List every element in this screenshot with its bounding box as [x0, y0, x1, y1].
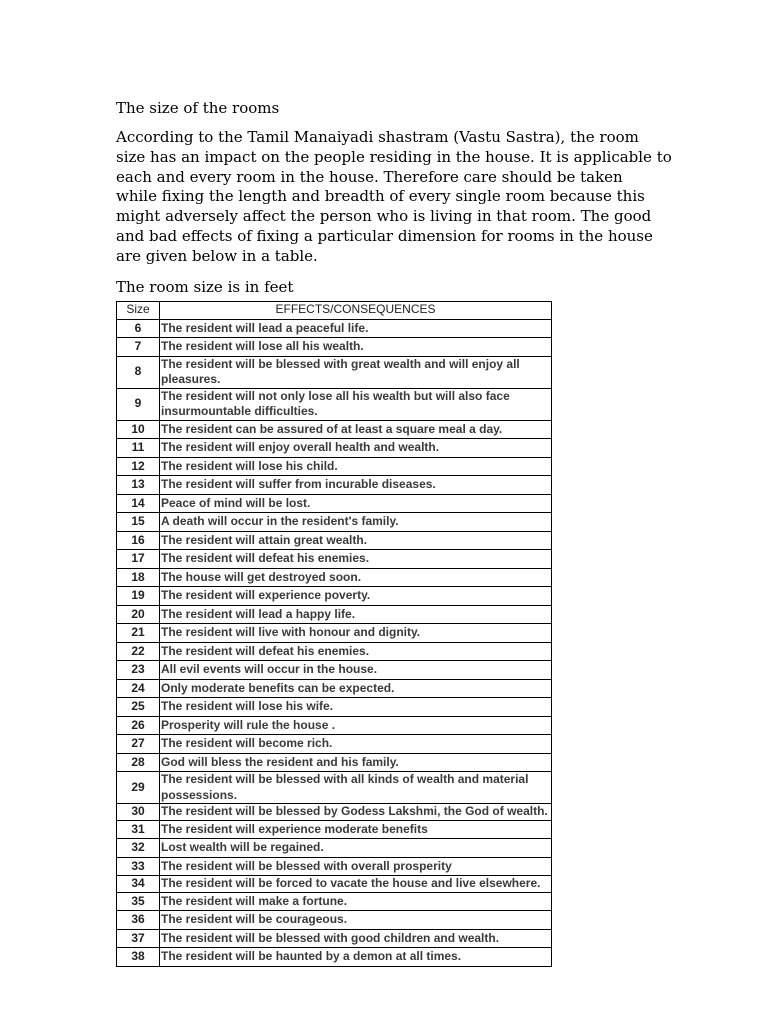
table-row: [117, 820, 552, 839]
table-row: [117, 338, 552, 357]
effect-cell: The resident will suffer from incurable diseases.: [160, 476, 552, 495]
table-row: [117, 624, 552, 643]
intro-line: each and every room in the house. Therefore care should be taken: [116, 167, 623, 186]
effect-cell: The resident will attain great wealth.: [160, 531, 552, 550]
effect-cell: Peace of mind will be lost.: [160, 494, 552, 513]
table-row: [117, 642, 552, 661]
effect-cell: The resident can be assured of at least a square meal a day.: [160, 420, 552, 439]
table-row: [117, 661, 552, 680]
effect-cell: The resident will defeat his enemies.: [160, 550, 552, 569]
effect-cell: Only moderate benefits can be expected.: [160, 679, 552, 698]
size-cell: 6: [117, 319, 160, 338]
room-size-effects-table: [116, 301, 552, 967]
table-row: [117, 319, 552, 338]
size-cell: 29: [117, 772, 160, 804]
effect-cell: All evil events will occur in the house.: [160, 661, 552, 680]
effect-cell: The resident will not only lose all his wealth but will also face insurmountable difficulties.: [160, 388, 552, 420]
size-cell: 14: [117, 494, 160, 513]
effect-cell: The resident will become rich.: [160, 735, 552, 754]
table-row: [117, 476, 552, 495]
header-size: Size: [117, 301, 160, 319]
effect-cell: The resident will experience poverty.: [160, 587, 552, 606]
size-cell: 35: [117, 892, 160, 911]
size-cell: 25: [117, 698, 160, 717]
table-row: [117, 513, 552, 532]
intro-line: size has an impact on the people residing in the house. It is applicable to: [116, 147, 672, 166]
table-row: [117, 839, 552, 858]
size-cell: 21: [117, 624, 160, 643]
table-row: [117, 587, 552, 606]
table-header-row: [117, 301, 552, 319]
table-row: [117, 679, 552, 698]
table-row: [117, 439, 552, 458]
effect-cell: The resident will lead a happy life.: [160, 605, 552, 624]
size-cell: 17: [117, 550, 160, 569]
size-cell: 38: [117, 948, 160, 967]
size-cell: 33: [117, 857, 160, 876]
intro-line: According to the Tamil Manaiyadi shastram (Vastu Sastra), the room: [116, 128, 639, 146]
size-cell: 23: [117, 661, 160, 680]
size-cell: 18: [117, 568, 160, 587]
size-cell: 22: [117, 642, 160, 661]
size-cell: 32: [117, 839, 160, 858]
header-effects: EFFECTS/CONSEQUENCES: [160, 301, 552, 319]
table-row: [117, 929, 552, 948]
effect-cell: The house will get destroyed soon.: [160, 568, 552, 587]
effect-cell: The resident will defeat his enemies.: [160, 642, 552, 661]
table-row: [117, 857, 552, 876]
table-row: [117, 568, 552, 587]
intro-line: might adversely affect the person who is living in that room. The good: [116, 207, 652, 226]
size-cell: 30: [117, 804, 160, 821]
size-cell: 31: [117, 820, 160, 839]
effect-cell: The resident will be blessed by Godess Lakshmi, the God of wealth.: [160, 804, 552, 821]
size-cell: 8: [117, 356, 160, 388]
effect-cell: Prosperity will rule the house .: [160, 716, 552, 735]
intro-line: are given below in a table.: [116, 246, 318, 265]
table-row: [117, 735, 552, 754]
page-title: The size of the rooms: [116, 99, 280, 117]
size-cell: 9: [117, 388, 160, 420]
table-caption: The room size is in feet: [116, 277, 294, 296]
effect-cell: The resident will live with honour and dignity.: [160, 624, 552, 643]
effect-cell: The resident will lose his child.: [160, 457, 552, 476]
table-row: [117, 420, 552, 439]
table-row: [117, 550, 552, 569]
intro-line: and bad effects of fixing a particular dimension for rooms in the house: [116, 226, 653, 245]
size-cell: 10: [117, 420, 160, 439]
effect-cell: The resident will be blessed with overall prosperity: [160, 857, 552, 876]
effect-cell: The resident will be forced to vacate the house and live elsewhere.: [160, 876, 552, 893]
table-row: [117, 388, 552, 420]
table-row: [117, 753, 552, 772]
table-row: [117, 356, 552, 388]
document-page: [116, 98, 672, 967]
size-cell: 27: [117, 735, 160, 754]
effect-cell: The resident will be blessed with all kinds of wealth and material possessions.: [160, 772, 552, 804]
table-row: [117, 948, 552, 967]
table-row: [117, 876, 552, 893]
effect-cell: The resident will make a fortune.: [160, 892, 552, 911]
effect-cell: The resident will lose his wife.: [160, 698, 552, 717]
effect-cell: The resident will lead a peaceful life.: [160, 319, 552, 338]
table-row: [117, 716, 552, 735]
size-cell: 34: [117, 876, 160, 893]
size-cell: 28: [117, 753, 160, 772]
size-cell: 20: [117, 605, 160, 624]
effect-cell: The resident will experience moderate benefits: [160, 820, 552, 839]
effect-cell: God will bless the resident and his family.: [160, 753, 552, 772]
effect-cell: The resident will enjoy overall health and wealth.: [160, 439, 552, 458]
size-cell: 37: [117, 929, 160, 948]
size-cell: 13: [117, 476, 160, 495]
effect-cell: Lost wealth will be regained.: [160, 839, 552, 858]
size-cell: 26: [117, 716, 160, 735]
effect-cell: The resident will be courageous.: [160, 911, 552, 930]
table-row: [117, 911, 552, 930]
size-cell: 16: [117, 531, 160, 550]
size-cell: 15: [117, 513, 160, 532]
intro-line: while fixing the length and breadth of every single room because this: [116, 187, 645, 206]
size-cell: 12: [117, 457, 160, 476]
table-row: [117, 804, 552, 821]
table-row: [117, 531, 552, 550]
size-cell: 19: [117, 587, 160, 606]
size-cell: 24: [117, 679, 160, 698]
effect-cell: A death will occur in the resident's family.: [160, 513, 552, 532]
size-cell: 7: [117, 338, 160, 357]
table-row: [117, 457, 552, 476]
table-row: [117, 698, 552, 717]
intro-paragraph: [116, 128, 672, 267]
table-row: [117, 605, 552, 624]
effect-cell: The resident will be blessed with great wealth and will enjoy all pleasures.: [160, 356, 552, 388]
table-row: [117, 892, 552, 911]
effect-cell: The resident will lose all his wealth.: [160, 338, 552, 357]
size-cell: 36: [117, 911, 160, 930]
effect-cell: The resident will be blessed with good children and wealth.: [160, 929, 552, 948]
effect-cell: The resident will be haunted by a demon at all times.: [160, 948, 552, 967]
table-row: [117, 494, 552, 513]
size-cell: 11: [117, 439, 160, 458]
table-row: [117, 772, 552, 804]
